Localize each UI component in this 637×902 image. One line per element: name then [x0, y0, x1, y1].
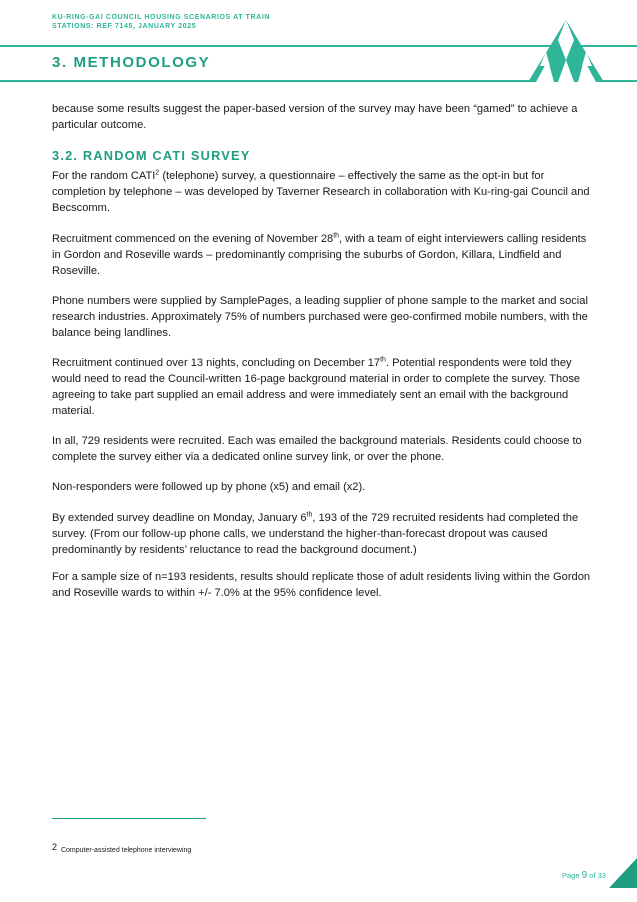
- paragraph-cati: [52, 168, 592, 216]
- paragraph-text: . Potential respondents were told they would need to read the Council-written 16-page background material in order to complete the survey. Those agreeing to take part supplied an email address and were immediately sent an email with the background material.: [52, 357, 581, 417]
- footnote: [52, 842, 191, 854]
- paragraph-text: Recruitment commenced on the evening of November 28: [52, 233, 334, 245]
- paragraph-intro: [52, 101, 592, 133]
- page-total: 33: [597, 871, 606, 880]
- paragraph-recruitment-continued: [52, 355, 592, 419]
- paragraph-text: Phone numbers were supplied by SamplePages, a leading supplier of phone sample to the market and social research industries. Approximately 75% of numbers purchased were geo-confirmed mobile numbers, with the balance being landlines.: [52, 295, 588, 339]
- paragraph-text: , 193 of the 729 recruited residents had completed the survey. (From our follow-up phone calls, we understand the higher-than-forecast dropout was caused predominantly by residents’ reluctance to read the background document.): [52, 512, 579, 556]
- paragraph-sample-size: [52, 569, 592, 601]
- header-text-line1: KU-RING-GAI COUNCIL HOUSING SCENARIOS AT TRAIN: [52, 14, 271, 21]
- paragraph-follow-up: [52, 479, 592, 495]
- ordinal-suffix: th: [333, 232, 340, 240]
- paragraph-text: , with a team of eight interviewers calling residents in Gordon and Roseville wards – predominantly comprising the suburbs of Gordon, Killara, Lindfield and Roseville.: [52, 233, 587, 277]
- footnote-text: Computer-assisted telephone interviewing: [60, 847, 192, 854]
- footnote-reference[interactable]: 2: [155, 169, 160, 177]
- footnote-number: 2: [52, 842, 58, 852]
- page-title: 3. METHODOLOGY: [52, 54, 211, 71]
- paragraph-deadline: [52, 510, 592, 558]
- page-of-label: of: [589, 871, 596, 880]
- paragraph-text: Non-responders were followed up by phone (x5) and email (x2).: [52, 481, 366, 493]
- corner-triangle-icon: [609, 858, 637, 888]
- paragraph-text: For a sample size of n=193 residents, results should replicate those of adult residents living within the Gordon and Roseville wards to within +/- 7.0% at the 95% confidence level.: [52, 571, 591, 599]
- paragraph-recruited-count: [52, 433, 592, 465]
- header-text-line2: STATIONS: REF 7145, JANUARY 2025: [52, 23, 197, 30]
- footnote-divider: [52, 818, 206, 819]
- paragraph-text: For the random CATI: [52, 170, 156, 182]
- paragraph-text: By extended survey deadline on Monday, January 6: [52, 512, 307, 524]
- paragraph-text: (telephone) survey, a questionnaire – effectively the same as the opt-in but for completion by telephone – was developed by Taverner Research in collaboration with Ku-ring-gai Council and Becscomm.: [52, 170, 590, 214]
- page-number: [562, 870, 606, 881]
- ordinal-suffix: th: [306, 511, 313, 519]
- paragraph-text: because some results suggest the paper-based version of the survey may have been “gamed” to achieve a particular outcome.: [52, 103, 578, 131]
- page-label: Page: [562, 871, 580, 880]
- paragraph-text: Recruitment continued over 13 nights, concluding on December 17: [52, 357, 381, 369]
- paragraph-phone-numbers: [52, 293, 592, 341]
- paragraph-recruitment: [52, 231, 592, 279]
- paragraph-text: In all, 729 residents were recruited. Each was emailed the background materials. Residents could choose to complete the survey either via a dedicated online survey link, or over the phone.: [52, 435, 582, 463]
- section-title: 3.2. RANDOM CATI SURVEY: [52, 148, 251, 163]
- council-logo-icon: [528, 20, 604, 82]
- page-current: 9: [581, 870, 588, 881]
- ordinal-suffix: th: [380, 356, 386, 364]
